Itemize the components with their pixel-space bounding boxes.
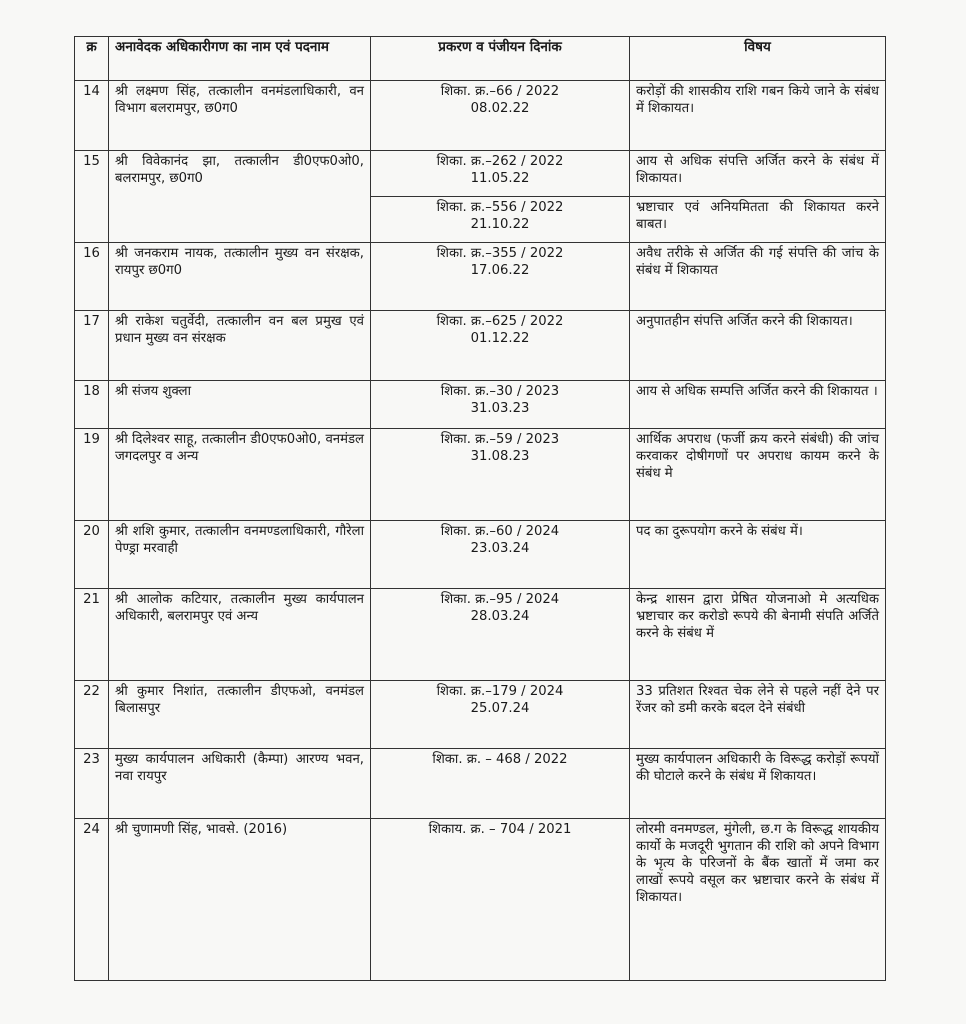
row-serial: 22 bbox=[75, 681, 109, 749]
table-row bbox=[75, 429, 886, 521]
row-subject: अनुपातहीन संपत्ति अर्जित करने की शिकायत। bbox=[630, 311, 886, 381]
row-case bbox=[371, 381, 630, 429]
complaints-table bbox=[74, 36, 886, 981]
row-officer-name: श्री जनकराम नायक, तत्कालीन मुख्य वन संरक्षक, रायपुर छ0ग0 bbox=[109, 243, 371, 311]
row-case bbox=[371, 749, 630, 819]
row-serial: 21 bbox=[75, 589, 109, 681]
case-number: शिका. क्र.–60 / 2024 bbox=[440, 524, 560, 539]
row-subject: आय से अधिक संपत्ति अर्जित करने के संबंध में शिकायत। bbox=[630, 151, 886, 197]
header-serial: क्र bbox=[75, 37, 109, 81]
table-row bbox=[75, 151, 886, 197]
row-officer-name: श्री विवेकानंद झा, तत्कालीन डी0एफ0ओ0, बलरामपुर, छ0ग0 bbox=[109, 151, 371, 243]
row-officer-name: श्री संजय शुक्ला bbox=[109, 381, 371, 429]
case-number: शिका. क्र.–30 / 2023 bbox=[440, 384, 560, 399]
table-row bbox=[75, 243, 886, 311]
row-subject: 33 प्रतिशत रिश्वत चेक लेने से पहले नहीं देने पर रेंजर को डमी करके बदल देने संबंधी bbox=[630, 681, 886, 749]
case-number: शिका. क्र.–95 / 2024 bbox=[440, 592, 560, 607]
row-case bbox=[371, 589, 630, 681]
case-date: 17.06.22 bbox=[470, 263, 530, 278]
row-subject: अवैध तरीके से अर्जित की गई संपत्ति की जांच के संबंध में शिकायत bbox=[630, 243, 886, 311]
row-subject: मुख्य कार्यपालन अधिकारी के विरूद्ध करोड़ों रूपयों की घोटाले करने के संबंध में शिकायत। bbox=[630, 749, 886, 819]
case-number: शिका. क्र.–625 / 2022 bbox=[436, 314, 564, 329]
row-officer-name: श्री राकेश चतुर्वेदी, तत्कालीन वन बल प्रमुख एवं प्रधान मुख्य वन संरक्षक bbox=[109, 311, 371, 381]
row-officer-name: श्री शशि कुमार, तत्कालीन वनमण्डलाधिकारी, गौरेला पेण्ड्रा मरवाही bbox=[109, 521, 371, 589]
row-case bbox=[371, 819, 630, 981]
row-subject: आय से अधिक सम्पत्ति अर्जित करने की शिकायत । bbox=[630, 381, 886, 429]
case-number: शिका. क्र.–355 / 2022 bbox=[436, 246, 564, 261]
header-subject: विषय bbox=[630, 37, 886, 81]
row-serial: 17 bbox=[75, 311, 109, 381]
table-row bbox=[75, 589, 886, 681]
row-serial: 15 bbox=[75, 151, 109, 243]
table-row bbox=[75, 311, 886, 381]
row-case bbox=[371, 151, 630, 197]
row-officer-name: श्री चुणामणी सिंह, भावसे. (2016) bbox=[109, 819, 371, 981]
row-subject: लोरमी वनमण्डल, मुंगेली, छ.ग के विरूद्ध शायकीय कार्यो के मजदूरी भुगतान की राशि को अपने विभाग के भृत्य के परिजनों के बैंक खातों में जमा कर लाखों रूपये वसूल कर भ्रष्टाचार करने के संबंध में शिकायत। bbox=[630, 819, 886, 981]
row-serial: 18 bbox=[75, 381, 109, 429]
row-subject: आर्थिक अपराध (फर्जी क्रय करने संबंधी) की जांच करवाकर दोषीगणों पर अपराध कायम करने के संबंध मे bbox=[630, 429, 886, 521]
case-date: 28.03.24 bbox=[470, 609, 530, 624]
table-header-row bbox=[75, 37, 886, 81]
row-subject: केन्द्र शासन द्वारा प्रेषित योजनाओ मे अत्यधिक भ्रष्टाचार कर करोडो रूपये की बेनामी संपति अर्जिते करने के संबंध में bbox=[630, 589, 886, 681]
row-case bbox=[371, 243, 630, 311]
case-number: शिकाय. क्र. – 704 / 2021 bbox=[428, 822, 572, 837]
row-officer-name: श्री दिलेश्वर साहू, तत्कालीन डी0एफ0ओ0, वनमंडल जगदलपुर व अन्य bbox=[109, 429, 371, 521]
case-date: 25.07.24 bbox=[470, 701, 530, 716]
case-number: शिका. क्र. – 468 / 2022 bbox=[432, 752, 568, 767]
case-number: शिका. क्र.–556 / 2022 bbox=[436, 200, 564, 215]
table-row bbox=[75, 819, 886, 981]
row-subject: करोड़ों की शासकीय राशि गबन किये जाने के संबंध में शिकायत। bbox=[630, 81, 886, 151]
header-officer-name: अनावेदक अधिकारीगण का नाम एवं पदनाम bbox=[109, 37, 371, 81]
row-case bbox=[371, 521, 630, 589]
case-number: शिका. क्र.–59 / 2023 bbox=[440, 432, 560, 447]
case-date: 01.12.22 bbox=[470, 331, 530, 346]
row-serial: 24 bbox=[75, 819, 109, 981]
case-date: 21.10.22 bbox=[470, 217, 530, 232]
row-subject: पद का दुरूपयोग करने के संबंध में। bbox=[630, 521, 886, 589]
row-serial: 14 bbox=[75, 81, 109, 151]
table-row bbox=[75, 681, 886, 749]
row-subject: भ्रष्टाचार एवं अनियमितता की शिकायत करने बाबत। bbox=[630, 197, 886, 243]
row-case bbox=[371, 681, 630, 749]
row-serial: 19 bbox=[75, 429, 109, 521]
case-date: 11.05.22 bbox=[470, 171, 530, 186]
table-row bbox=[75, 81, 886, 151]
case-date: 23.03.24 bbox=[470, 541, 530, 556]
row-officer-name: मुख्य कार्यपालन अधिकारी (कैम्पा) आरण्य भवन, नवा रायपुर bbox=[109, 749, 371, 819]
table-row bbox=[75, 749, 886, 819]
row-serial: 16 bbox=[75, 243, 109, 311]
header-case-date: प्रकरण व पंजीयन दिनांक bbox=[371, 37, 630, 81]
row-serial: 20 bbox=[75, 521, 109, 589]
case-date: 31.03.23 bbox=[470, 401, 530, 416]
row-officer-name: श्री आलोक कटियार, तत्कालीन मुख्य कार्यपालन अधिकारी, बलरामपुर एवं अन्य bbox=[109, 589, 371, 681]
row-case bbox=[371, 197, 630, 243]
row-case bbox=[371, 429, 630, 521]
row-serial: 23 bbox=[75, 749, 109, 819]
row-case bbox=[371, 81, 630, 151]
case-date: 08.02.22 bbox=[470, 101, 530, 116]
row-officer-name: श्री कुमार निशांत, तत्कालीन डीएफओ, वनमंडल बिलासपुर bbox=[109, 681, 371, 749]
row-case bbox=[371, 311, 630, 381]
case-number: शिका. क्र.–66 / 2022 bbox=[440, 84, 560, 99]
case-date: 31.08.23 bbox=[470, 449, 530, 464]
case-number: शिका. क्र.–179 / 2024 bbox=[436, 684, 564, 699]
table-row bbox=[75, 521, 886, 589]
table-row bbox=[75, 381, 886, 429]
case-number: शिका. क्र.–262 / 2022 bbox=[436, 154, 564, 169]
row-officer-name: श्री लक्ष्मण सिंह, तत्कालीन वनमंडलाधिकारी, वन विभाग बलरामपुर, छ0ग0 bbox=[109, 81, 371, 151]
